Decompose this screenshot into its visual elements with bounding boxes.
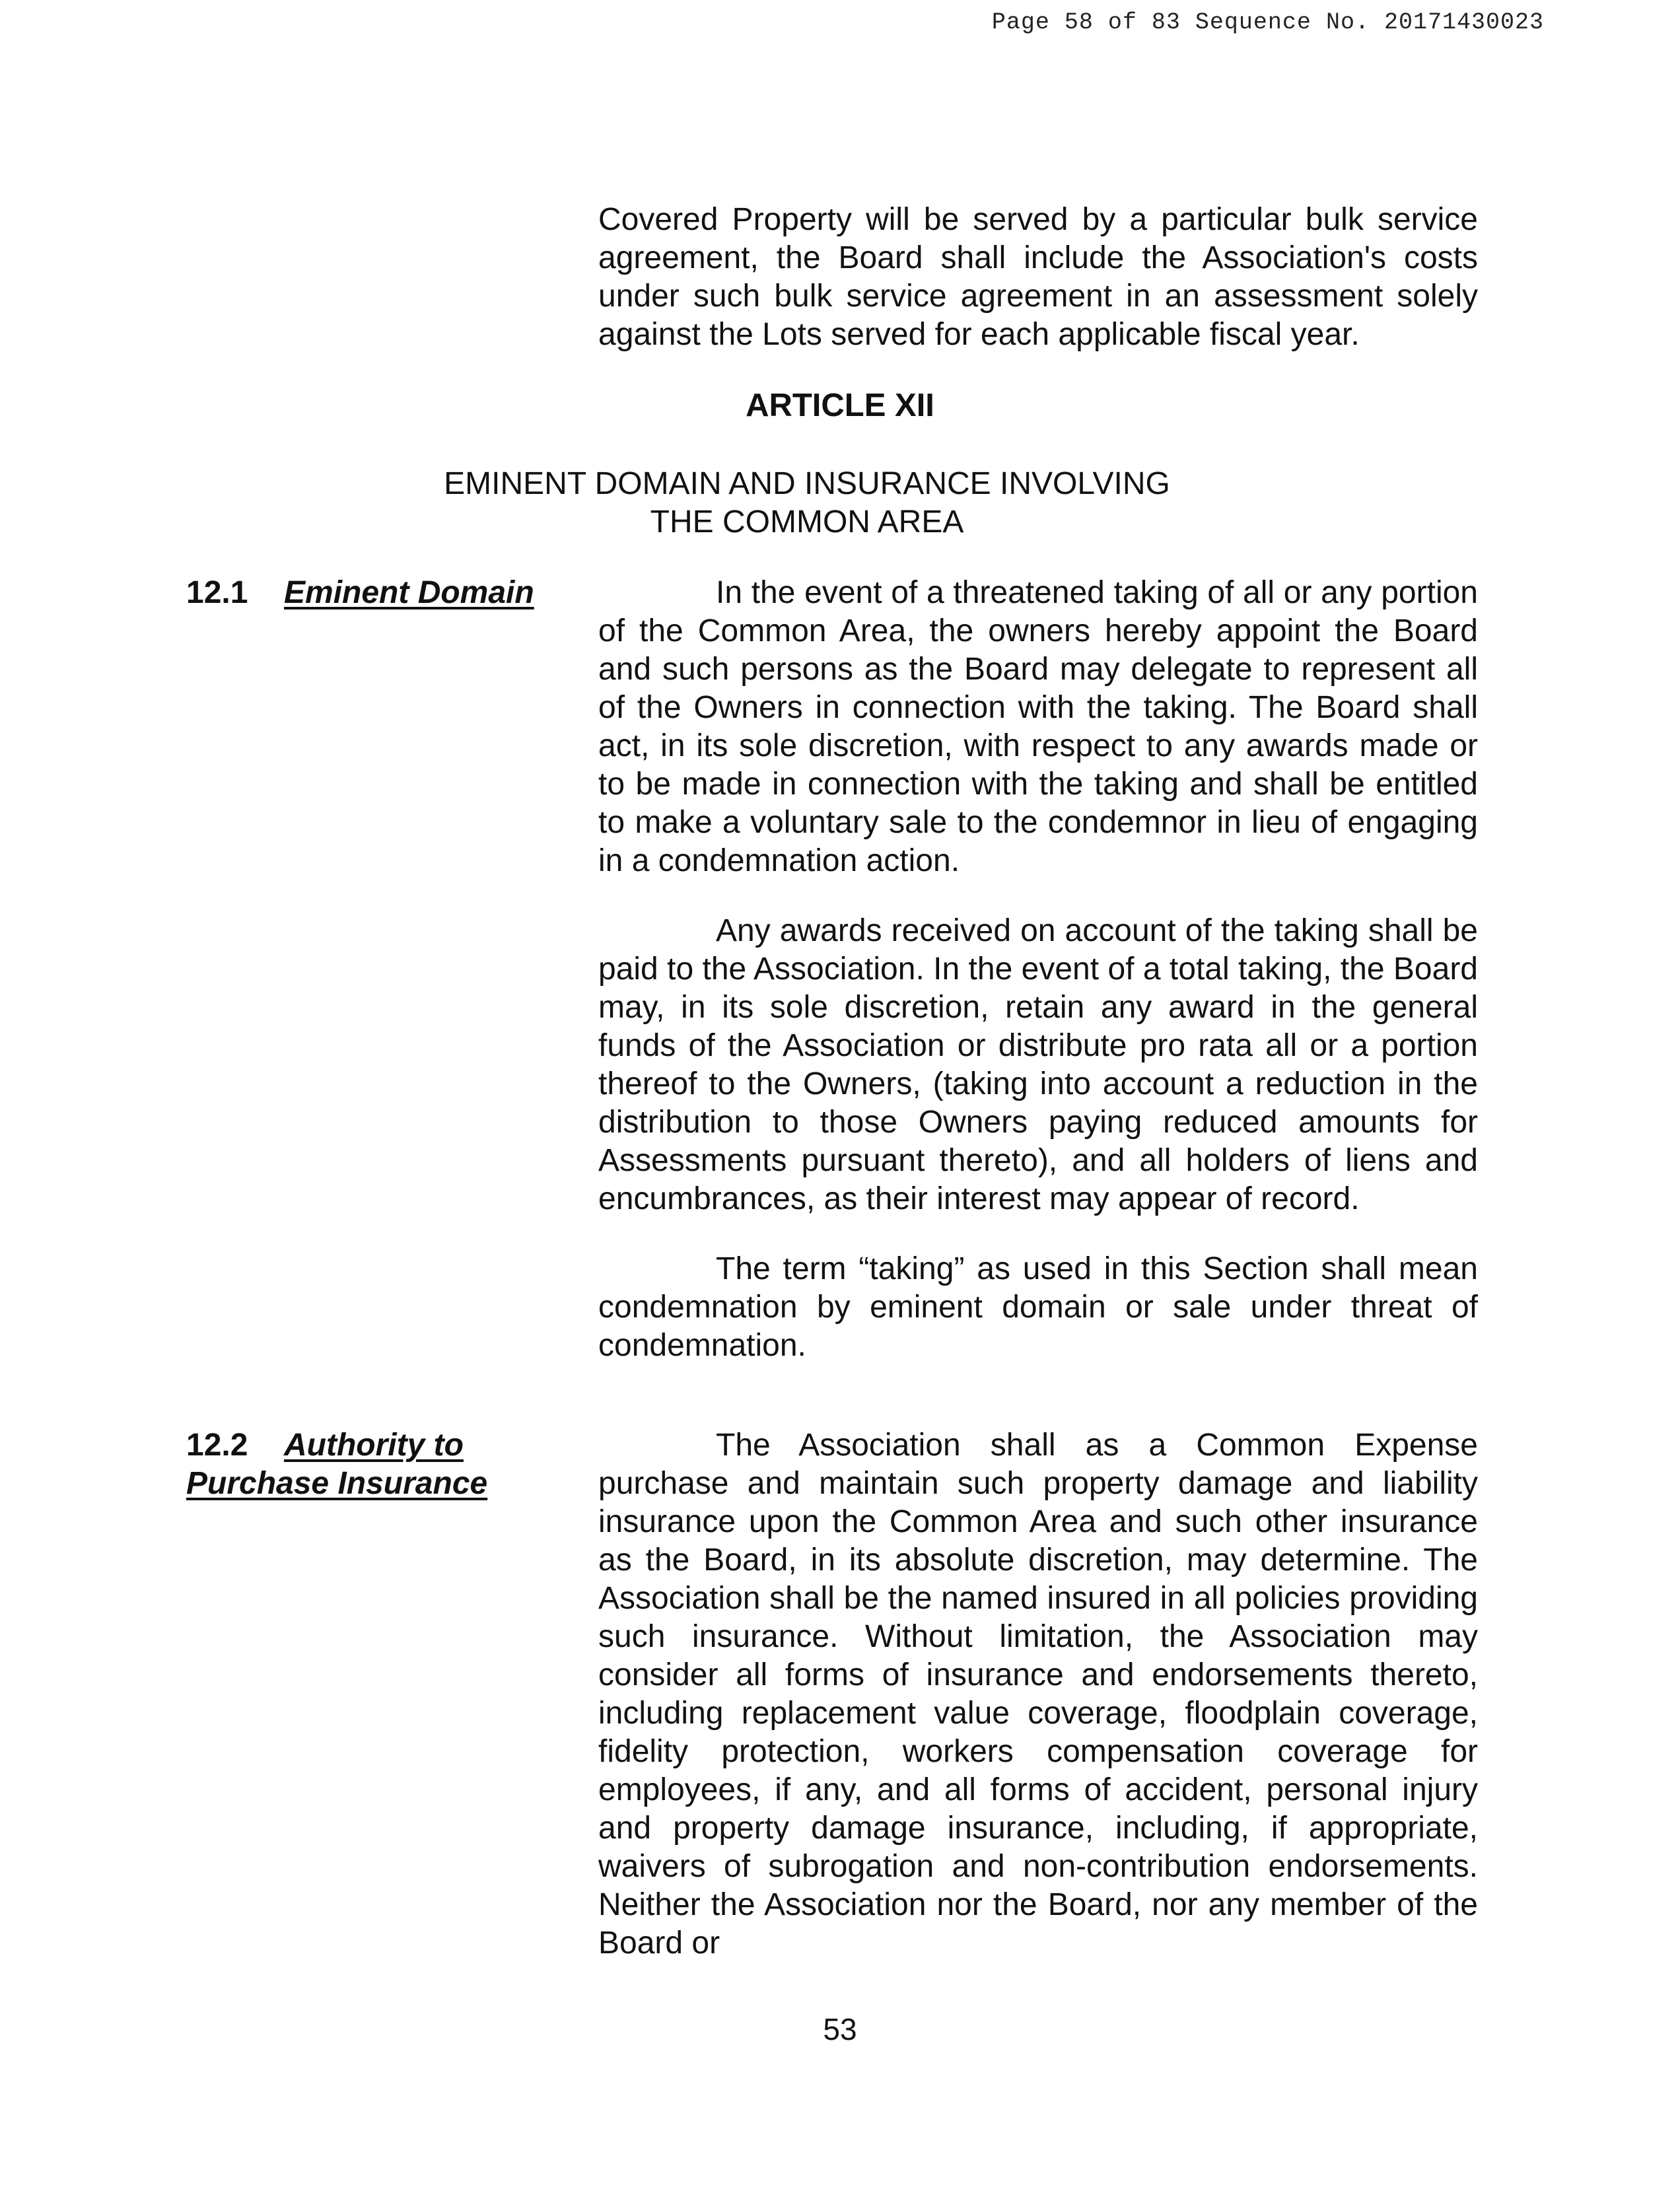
section-number: 12.1	[186, 575, 248, 610]
section-title-line-2: Purchase Insurance	[186, 1466, 488, 1501]
intro-paragraph: Covered Property will be served by a particular bulk service agreement, the Board shall include the Association's costs under such bulk service agreement in an assessment solely against the Lots served for each applicable fiscal year.	[598, 202, 1478, 352]
page-number: 53	[823, 2012, 857, 2046]
section-paragraph: The Association shall as a Common Expense purchase and maintain such property damage and liability insurance upon the Common Area and such other insurance as the Board, in its absolute discretion, may determine. The Association shall be the named insured in all policies providing such insurance. Without limitation, the Association may consider all forms of insurance and endorsements thereto, including replacement value coverage, floodplain coverage, fidelity protection, workers compensation coverage for employees, if any, and all forms of accident, personal injury and property damage insurance, including, if appropriate, waivers of subrogation and non-contribution endorsements. Neither the Association nor the Board, nor any member of the Board or	[598, 1428, 1478, 1961]
section-paragraph: Any awards received on account of the taking shall be paid to the Association. In the event of a total taking, the Board may, in its sole discretion, retain any award in the general funds of the Association or distribute pro rata all or a portion thereof to the Owners, (taking into account a reduction in the distribution to those Owners paying reduced amounts for Assessments pursuant thereto), and all holders of liens and encumbrances, as their interest may appear of record.	[598, 913, 1478, 1216]
section-12-1-label	[186, 574, 534, 612]
sequence-header: Page 58 of 83 Sequence No. 20171430023	[991, 9, 1544, 36]
section-12-2-body	[598, 1426, 1478, 1994]
section-paragraph: In the event of a threatened taking of all or any portion of the Common Area, the owners hereby appoint the Board and such persons as the Board may delegate to represent all of the Owners in connection with the taking. The Board shall act, in its sole discretion, with respect to any awards made or to be made in connection with the taking and shall be entitled to make a voluntary sale to the condemnor in lieu of engaging in a condemnation action.	[598, 575, 1478, 878]
article-subtitle-line-1: EMINENT DOMAIN AND INSURANCE INVOLVING	[444, 466, 1170, 501]
article-subtitle-line-2: THE COMMON AREA	[650, 504, 964, 539]
section-12-2-label	[186, 1426, 487, 1503]
section-title-line-1: Authority to	[284, 1428, 464, 1463]
section-title: Eminent Domain	[284, 575, 534, 610]
section-paragraph: The term “taking” as used in this Section shall mean condemnation by eminent domain or sale under threat of condemnation.	[598, 1251, 1478, 1363]
section-number: 12.2	[186, 1428, 248, 1463]
article-subtitle	[367, 465, 1247, 541]
section-12-1-body	[598, 574, 1478, 1397]
intro-paragraph-block	[598, 201, 1478, 354]
article-title: ARTICLE XII	[746, 388, 934, 423]
